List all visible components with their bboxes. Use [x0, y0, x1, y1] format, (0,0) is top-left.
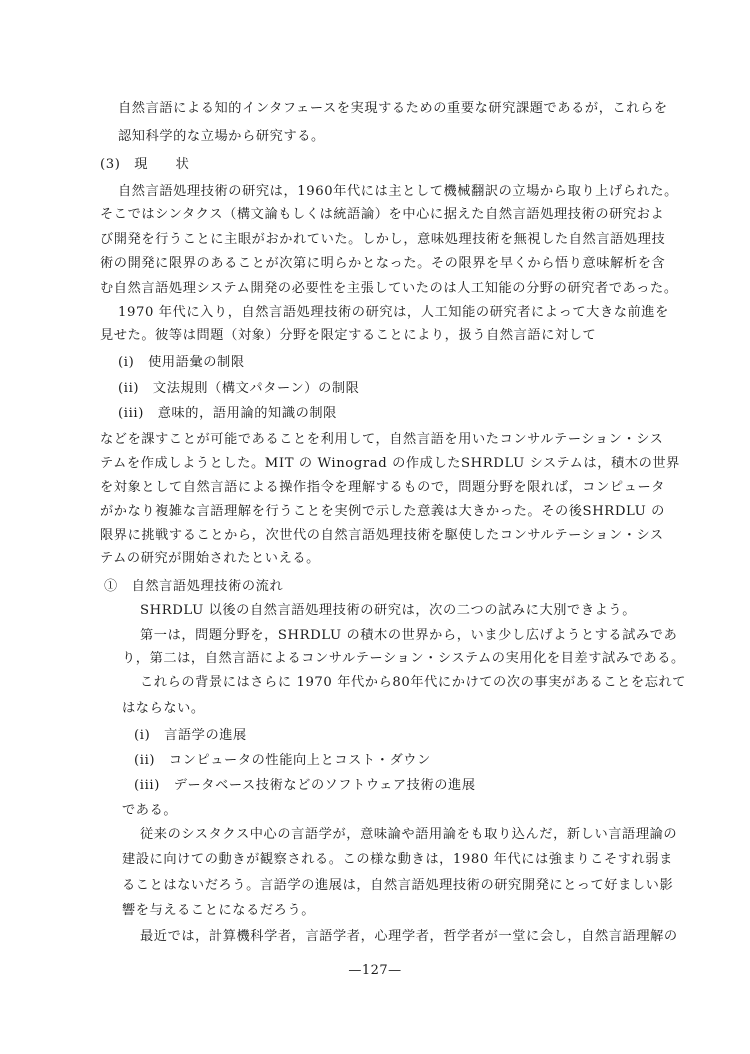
text-line: 最近では，計算機科学者，言語学者，心理学者，哲学者が一堂に会し，自然言語理解の: [140, 929, 678, 944]
text-line: び開発を行うことに主眼がおかれていた。しかし，意味処理技術を無視した自然言語処理技: [100, 232, 666, 247]
text-line: 自然言語処理技術の研究は，1960年代には主として機械翻訳の立場から取り上げられた。: [118, 184, 678, 199]
text-line: これらの背景にはさらに 1970 年代から80年代にかけての次の事実があることを忘れて: [140, 675, 687, 690]
text-line: 響を与えることになるだろう。: [122, 903, 316, 918]
text-line: SHRDLU 以後の自然言語処理技術の研究は，次の二つの試みに大別できよう。: [140, 603, 636, 618]
text-line: 建設に向けての動きが観察される。この様な動きは，1980 年代には強まりこそすれ弱ま: [122, 852, 673, 867]
page-number: —127—: [348, 963, 402, 978]
list-item: (ii) コンピュータの性能向上とコスト・ダウン: [134, 753, 431, 768]
text-line: を対象として自然言語による操作指令を理解するもので，問題分野を限れば，コンピュータ: [100, 480, 666, 495]
text-line: テムを作成しようとした。MIT の Winograd の作成したSHRDLU システムは，積木の世界: [100, 456, 680, 471]
text-line: 従来のシスタクス中心の言語学が，意味論や語用論をも取り込んだ，新しい言語理論の: [140, 827, 678, 842]
text-line: 見せた。彼等は問題（対象）分野を限定することにより，扱う自然言語に対して: [100, 328, 597, 343]
text-line: である。: [122, 803, 178, 818]
text-line: 1970 年代に入り，自然言語処理技術の研究は，人工知能の研究者によって大きな前進を: [118, 305, 669, 320]
list-item: (iii) 意味的，語用論的知識の制限: [118, 406, 337, 421]
text-line: 認知科学的な立場から研究する。: [118, 129, 325, 144]
text-line: はならない。: [122, 701, 205, 716]
section-heading: (3) 現 状: [100, 157, 190, 172]
list-item: (i) 言語学の進展: [134, 728, 247, 743]
text-line: 自然言語による知的インタフェースを実現するための重要な研究課題であるが，これらを: [118, 101, 668, 116]
text-line: む自然言語処理システム開発の必要性を主張していたのは人工知能の分野の研究者であった。: [100, 281, 678, 296]
list-item: (iii) データベース技術などのソフトウェア技術の進展: [134, 778, 476, 793]
list-item: (ii) 文法規則（構文パターン）の制限: [118, 381, 360, 396]
text-line: そこではシンタクス（構文論もしくは統語論）を中心に据えた自然言語処理技術の研究およ: [100, 207, 665, 222]
subsection-heading: ① 自然言語処理技術の流れ: [104, 579, 284, 594]
text-line: 限界に挑戦することから，次世代の自然言語処理技術を駆使したコンサルテーション・シス: [100, 528, 664, 543]
text-line: ることはないだろう。言語学の進展は，自然言語処理技術の研究開発にとって好ましい影: [122, 878, 674, 893]
text-line: がかなり複雑な言語理解を行うことを実例で示した意義は大きかった。その後SHRDLU の: [100, 504, 665, 519]
text-line: などを課すことが可能であることを利用して，自然言語を用いたコンサルテーション・シス: [100, 432, 664, 447]
text-line: り，第二は，自然言語によるコンサルテーション・システムの実用化を目差す試みである。: [122, 651, 685, 666]
text-line: 術の開発に限界のあることが次第に明らかとなった。その限界を早くから悟り意味解析を含: [100, 256, 666, 271]
text-line: 第一は，問題分野を，SHRDLU の積木の世界から，いま少し広げようとする試みであ: [140, 628, 678, 643]
text-line: テムの研究が開始されたといえる。: [100, 551, 320, 566]
list-item: (i) 使用語彙の制限: [118, 355, 245, 370]
